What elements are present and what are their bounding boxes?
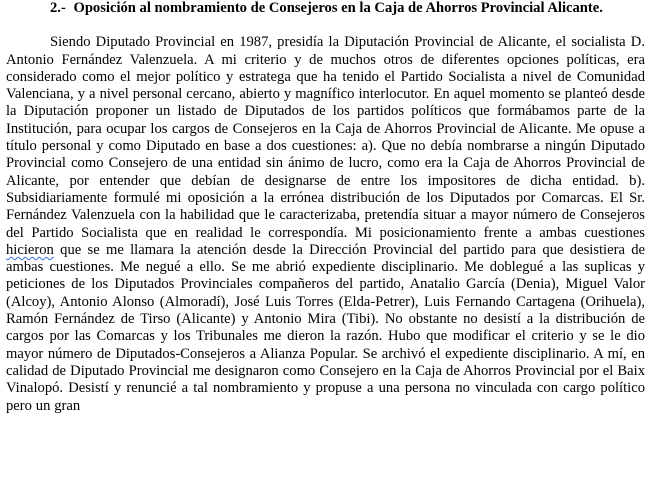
body-paragraph — [6, 34, 645, 415]
spellcheck-marked-word[interactable]: hicieron — [6, 241, 54, 258]
section-title: Oposición al nombramiento de Consejeros en la Caja de Ahorros Provincial Alicante. — [73, 0, 603, 16]
paragraph-text-end: que se me llamara la atención desde la Dirección Provincial del partido para que desistiera de ambas cuestiones. Me negué a ello. Se me abrió expediente disciplinario. Me doblegué a las suplicas y peticiones de los Diputados Provinciales compañeros del partido, Anatalio García (Denia), Miguel Valor (Alcoy), Antonio Alonso (Almoradí), José Luis Torres (Elda-Petrer), Luis Fernando Cartagena (Orihuela), Ramón Fernández de Tirso (Alicante) y Antonio Mira (Tibi). No obstante no desistí a la distribución de cargos por las Comarcas y los Tribunales me dieron la razón. Hubo que modificar el criterio y se le dio mayor número de Diputados-Consejeros a Alianza Popular. Se archivó el expediente disciplinario. A mí, en calidad de Diputado Provincial me designaron como Consejero en la Caja de Ahorros Provincial por el Baix Vinalopó. Desistí y renuncié a tal nombramiento y propuse a una persona no vinculada con cargo político pero un gran — [6, 241, 645, 414]
document-page — [6, 0, 645, 415]
section-heading — [6, 0, 645, 17]
section-number: 2.- — [50, 0, 66, 16]
paragraph-spacer — [6, 17, 645, 34]
paragraph-text-start: Siendo Diputado Provincial en 1987, presidía la Diputación Provincial de Alicante, el socialista D. Antonio Fernández Valenzuela. A mi criterio y de muchos otros de diferentes opciones políticas, era considerado como el mejor político y estratega que ha tenido el Partido Socialista a nivel de Comunidad Valenciana, y a nivel personal cercano, abierto y magnífico interlocutor. En aquel momento se planteó desde la Diputación proponer un listado de Diputados de los partidos políticos que formábamos parte de la Institución, para ocupar los cargos de Consejeros en la Caja de Ahorros Provincial de Alicante. Me opuse a título personal y como Diputado en base a dos cuestiones: a). Que no debía nombrarse a ningún Diputado Provincial como Consejero de una entidad sin ánimo de lucro, como era la Caja de Ahorros Provincial de Alicante, por entender que debían de designarse de entre los impositores de dicha entidad. b). Subsidiariamente formulé mi oposición a la errónea distribución de los Diputados por Comarcas. El Sr. Fernández Valenzuela con la habilidad que le caracterizaba, pretendía situar a mayor número de Consejeros del Partido Socialista que en realidad le correspondía. Mi posicionamiento frente a ambas cuestiones — [6, 34, 645, 241]
